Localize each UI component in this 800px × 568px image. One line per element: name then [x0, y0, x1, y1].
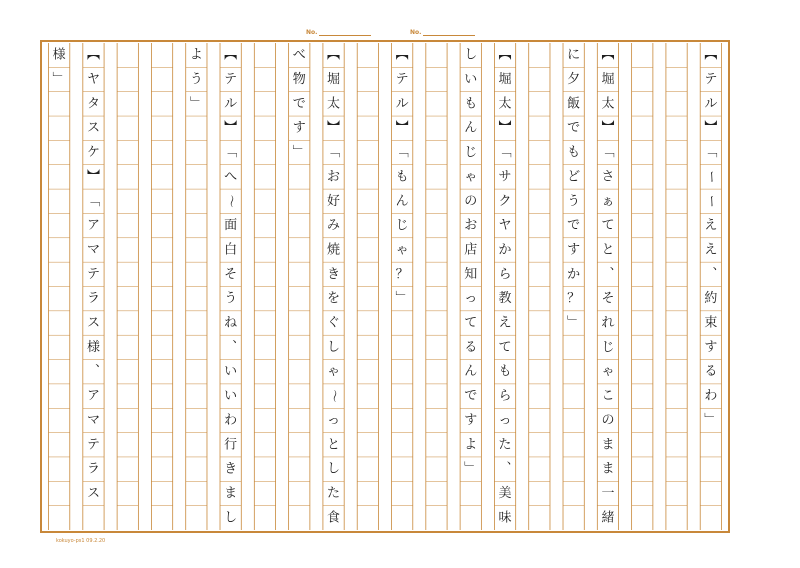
manuscript-char: っ [327, 412, 341, 428]
manuscript-char: の [464, 193, 478, 209]
manuscript-char: ゃ [464, 169, 478, 185]
manuscript-char: 美 [498, 485, 512, 501]
manuscript-char: え [704, 242, 718, 258]
manuscript-char: し [464, 47, 478, 63]
manuscript-char: 白 [224, 242, 238, 258]
manuscript-char: す [567, 242, 581, 258]
manuscript-char: わ [704, 388, 718, 404]
manuscript-char: ﹁ [327, 145, 341, 161]
manuscript-char: ア [86, 218, 100, 234]
manuscript-char: ︼ [327, 120, 341, 136]
manuscript-char: ス [86, 315, 100, 331]
manuscript-char: 教 [498, 291, 512, 307]
manuscript-char: ス [86, 120, 100, 136]
manuscript-char: ﹁ [498, 145, 512, 161]
manuscript-char: ル [395, 96, 409, 112]
manuscript-char: ︼ [601, 120, 615, 136]
manuscript-char: か [498, 242, 512, 258]
manuscript-char: っ [498, 412, 512, 428]
manuscript-char: う [189, 72, 203, 88]
manuscript-char: さ [601, 169, 615, 185]
manuscript-char: 緒 [601, 510, 615, 526]
manuscript-char: ︻ [498, 47, 512, 63]
manuscript-char: テ [395, 72, 409, 88]
manuscript-char: 好 [327, 193, 341, 209]
manuscript-char: ︻ [601, 47, 615, 63]
manuscript-char: ー [703, 194, 719, 208]
manuscript-char: ﹂ [704, 412, 718, 428]
manuscript-char: す [704, 339, 718, 355]
manuscript-char: ︼ [86, 169, 100, 185]
manuscript-char: し [327, 461, 341, 477]
manuscript-char: も [464, 96, 478, 112]
manuscript-char: ︻ [224, 47, 238, 63]
manuscript-char: で [567, 218, 581, 234]
manuscript-char: 夕 [567, 72, 581, 88]
manuscript-char: ︑ [704, 266, 718, 282]
manuscript-char: ︼ [224, 120, 238, 136]
manuscript-char: ヤ [86, 72, 100, 88]
manuscript-char: い [224, 364, 238, 380]
manuscript-char: マ [86, 242, 100, 258]
manuscript-char: 知 [464, 266, 478, 282]
manuscript-char: ︻ [327, 47, 341, 63]
manuscript-char: ゃ [395, 242, 409, 258]
manuscript-char: 太 [498, 96, 512, 112]
manuscript-char: も [498, 364, 512, 380]
manuscript-char: き [327, 266, 341, 282]
manuscript-char: テ [86, 437, 100, 453]
manuscript-char: ︑ [601, 266, 615, 282]
manuscript-char: テ [704, 72, 718, 88]
manuscript-char: れ [601, 315, 615, 331]
manuscript-char: 焼 [327, 242, 341, 258]
number-label: No. [410, 29, 422, 36]
manuscript-char: じ [601, 339, 615, 355]
manuscript-char: ゃ [601, 364, 615, 380]
manuscript-char: た [498, 437, 512, 453]
manuscript-char: ﹁ [224, 145, 238, 161]
manuscript-char: 束 [704, 315, 718, 331]
manuscript-char: ︑ [224, 339, 238, 355]
manuscript-char: ら [498, 266, 512, 282]
manuscript-char: ま [224, 485, 238, 501]
footer-code: kokuyo-ps1 09.2.20 [56, 538, 106, 544]
manuscript-char: 堀 [498, 72, 512, 88]
manuscript-char: ﹂ [395, 291, 409, 307]
manuscript-char: と [601, 242, 615, 258]
manuscript-char: こ [601, 388, 615, 404]
manuscript-char: き [224, 461, 238, 477]
manuscript-char: ゃ [327, 364, 341, 380]
number-label: No. [306, 29, 318, 36]
manuscript-char: じ [464, 145, 478, 161]
manuscript-char: も [567, 145, 581, 161]
manuscript-char: と [327, 437, 341, 453]
manuscript-char: お [464, 218, 478, 234]
manuscript-char: ﹁ [86, 193, 100, 209]
manuscript-char: へ [224, 169, 238, 185]
manuscript-char: ︼ [395, 120, 409, 136]
manuscript-char: ラ [86, 291, 100, 307]
manuscript-char: ﹂ [292, 145, 306, 161]
manuscript-char: う [224, 291, 238, 307]
manuscript-char: ﹂ [189, 96, 203, 112]
manuscript-char: ね [224, 315, 238, 331]
manuscript-char: ル [704, 96, 718, 112]
manuscript-char: で [464, 388, 478, 404]
manuscript-char: っ [464, 291, 478, 307]
manuscript-char: か [567, 266, 581, 282]
manuscript-char: て [498, 339, 512, 355]
manuscript-char: じ [395, 218, 409, 234]
manuscript-char: ク [498, 193, 512, 209]
manuscript-char: 一 [601, 485, 615, 501]
manuscript-char: ︼ [498, 120, 512, 136]
manuscript-char: し [224, 510, 238, 526]
manuscript-char: に [567, 47, 581, 63]
manuscript-char: ﹁ [395, 145, 409, 161]
manuscript-char: ﹁ [704, 145, 718, 161]
manuscript-char: て [601, 218, 615, 234]
manuscript-char: ？ [395, 266, 409, 282]
manuscript-char: ﹂ [52, 72, 66, 88]
manuscript-char: ま [601, 461, 615, 477]
manuscript-char: マ [86, 412, 100, 428]
manuscript-char: ﹁ [601, 145, 615, 161]
manuscript-char: お [327, 169, 341, 185]
manuscript-char: 飯 [567, 96, 581, 112]
manuscript-char: ︼ [704, 120, 718, 136]
manuscript-char: ど [567, 169, 581, 185]
manuscript-char: テ [224, 72, 238, 88]
manuscript-char: 様 [86, 339, 100, 355]
manuscript-char: ︑ [86, 364, 100, 380]
manuscript-char: る [464, 339, 478, 355]
manuscript-char: ん [395, 193, 409, 209]
manuscript-char: よ [464, 437, 478, 453]
manuscript-char: ︻ [704, 47, 718, 63]
manuscript-char: 味 [498, 510, 512, 526]
manuscript-char: ラ [86, 461, 100, 477]
manuscript-char: ア [86, 388, 100, 404]
manuscript-char: ︑ [498, 461, 512, 477]
manuscript-char: ︻ [395, 47, 409, 63]
manuscript-char: え [704, 218, 718, 234]
manuscript-char: で [567, 120, 581, 136]
manuscript-char: る [704, 364, 718, 380]
manuscript-char: ケ [86, 145, 100, 161]
manuscript-char: し [327, 339, 341, 355]
manuscript-char: テ [86, 266, 100, 282]
manuscript-char: 行 [224, 437, 238, 453]
manuscript-char: サ [498, 169, 512, 185]
manuscript-char: ﹂ [567, 315, 581, 331]
manuscript-char: ル [224, 96, 238, 112]
manuscript-char: ん [464, 120, 478, 136]
manuscript-char: 太 [327, 96, 341, 112]
manuscript-char: て [464, 315, 478, 331]
manuscript-char: タ [86, 96, 100, 112]
manuscript-char: ～ [223, 194, 239, 208]
manuscript-char: ヤ [498, 218, 512, 234]
manuscript-char: 太 [601, 96, 615, 112]
manuscript-char: ま [601, 437, 615, 453]
manuscript-char: 店 [464, 242, 478, 258]
manuscript-char: ぁ [601, 193, 615, 209]
manuscript-char: ﹂ [464, 461, 478, 477]
manuscript-char: え [498, 315, 512, 331]
manuscript-char: そ [601, 291, 615, 307]
manuscript-char: わ [224, 412, 238, 428]
manuscript-char: そ [224, 266, 238, 282]
manuscript-char: い [224, 388, 238, 404]
manuscript-char: い [464, 72, 478, 88]
manuscript-char: た [327, 485, 341, 501]
manuscript-char: も [395, 169, 409, 185]
manuscript-char: ー [703, 170, 719, 184]
manuscript-char: 堀 [601, 72, 615, 88]
manuscript-char: よ [189, 47, 203, 63]
manuscript-char: す [464, 412, 478, 428]
manuscript-char: 食 [327, 510, 341, 526]
manuscript-char: べ [292, 47, 306, 63]
manuscript-char: の [601, 412, 615, 428]
manuscript-char: で [292, 96, 306, 112]
manuscript-char: 堀 [327, 72, 341, 88]
manuscript-char: を [327, 291, 341, 307]
manuscript-char: み [327, 218, 341, 234]
manuscript-char: 面 [224, 218, 238, 234]
manuscript-char: ら [498, 388, 512, 404]
manuscript-char: 様 [52, 47, 66, 63]
manuscript-char: ～ [326, 389, 342, 403]
manuscript-char: 約 [704, 291, 718, 307]
manuscript-char: ？ [567, 291, 581, 307]
manuscript-char: ︻ [86, 47, 100, 63]
manuscript-char: ん [464, 364, 478, 380]
manuscript-char: 物 [292, 72, 306, 88]
manuscript-char: す [292, 120, 306, 136]
manuscript-char: ス [86, 485, 100, 501]
manuscript-char: う [567, 193, 581, 209]
manuscript-char: ぐ [327, 315, 341, 331]
